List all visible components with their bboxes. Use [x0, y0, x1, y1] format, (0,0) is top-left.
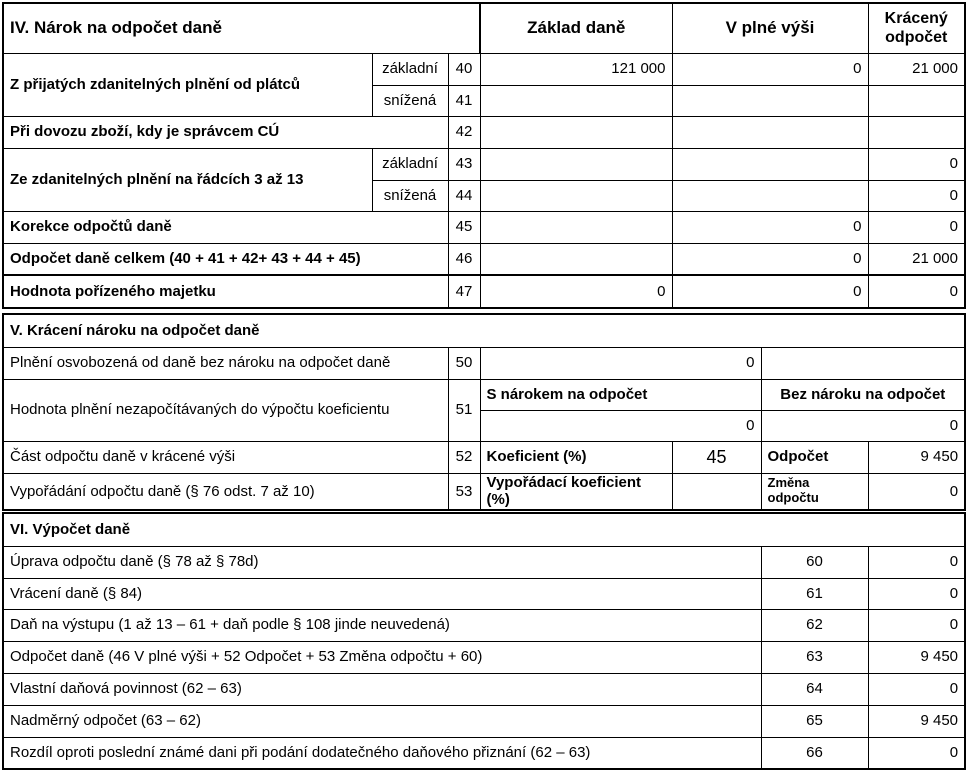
- row-40-kraceny[interactable]: 21 000: [868, 53, 965, 85]
- row-45-label: Korekce odpočtů daně: [3, 211, 448, 243]
- row-53-label: Vypořádání odpočtu daně (§ 76 odst. 7 až 10): [3, 473, 448, 510]
- row-51-bez-naroku-label: Bez nároku na odpočet: [761, 379, 965, 410]
- section-v-title: V. Krácení nároku na odpočet daně: [3, 314, 965, 347]
- row-66: [3, 737, 965, 769]
- row-46-plne[interactable]: 0: [672, 243, 868, 275]
- row-50: [3, 347, 965, 379]
- row-41-number: 41: [448, 85, 480, 116]
- row-63-number: 63: [761, 641, 868, 673]
- row-64-label: Vlastní daňová povinnost (62 – 63): [3, 673, 761, 705]
- row-43-plne[interactable]: [672, 148, 868, 180]
- row-53-vyp-label: Vypořádací koeficient (%): [480, 473, 672, 510]
- row-45-number: 45: [448, 211, 480, 243]
- row-64-value[interactable]: 0: [868, 673, 965, 705]
- row-40-plne[interactable]: 0: [672, 53, 868, 85]
- row-65: [3, 705, 965, 737]
- row-66-number: 66: [761, 737, 868, 769]
- col-header-kraceny-line1: Krácený: [884, 10, 948, 28]
- row-44-number: 44: [448, 180, 480, 211]
- row-43-kraceny[interactable]: 0: [868, 148, 965, 180]
- row-40-number: 40: [448, 53, 480, 85]
- row-44-kraceny[interactable]: 0: [868, 180, 965, 211]
- row-40-zaklad[interactable]: 121 000: [480, 53, 672, 85]
- row-41-sub: snížená: [372, 85, 448, 116]
- row-46-label: Odpočet daně celkem (40 + 41 + 42+ 43 + 44 + 45): [3, 243, 448, 275]
- row-44-plne[interactable]: [672, 180, 868, 211]
- section-vi-title: VI. Výpočet daně: [3, 513, 965, 546]
- row-47: [3, 275, 965, 308]
- row-43-number: 43: [448, 148, 480, 180]
- section-v-table: [2, 313, 966, 511]
- col-header-zaklad: Základ daně: [480, 3, 672, 53]
- section-iv-table: [2, 2, 966, 309]
- row-47-number: 47: [448, 275, 480, 308]
- row-66-label: Rozdíl oproti poslední známé dani při podání dodatečného daňového přiznání (62 – 63): [3, 737, 761, 769]
- row-44-zaklad[interactable]: [480, 180, 672, 211]
- row-52-koef-label: Koeficient (%): [480, 441, 672, 473]
- row-60: [3, 546, 965, 578]
- row-65-value[interactable]: 9 450: [868, 705, 965, 737]
- row-61-number: 61: [761, 578, 868, 609]
- row-46-number: 46: [448, 243, 480, 275]
- row-52-odpocet-label: Odpočet: [761, 441, 868, 473]
- row-52-number: 52: [448, 441, 480, 473]
- row-53-vyp-value[interactable]: [672, 473, 761, 510]
- row-40: [3, 53, 965, 85]
- row-60-label: Úprava odpočtu daně (§ 78 až § 78d): [3, 546, 761, 578]
- row-46-kraceny[interactable]: 21 000: [868, 243, 965, 275]
- row-53: [3, 473, 965, 510]
- row-62: [3, 609, 965, 641]
- row-51-s-narokem-label: S nárokem na odpočet: [480, 379, 761, 410]
- row-53-zmena-label-line1: Změna: [767, 475, 810, 491]
- row-43: [3, 148, 965, 180]
- row-45: [3, 211, 965, 243]
- row-43-label: Ze zdanitelných plnění na řádcích 3 až 13: [3, 148, 372, 211]
- row-51-s-narokem-value[interactable]: 0: [480, 410, 761, 441]
- row-43-zaklad[interactable]: [480, 148, 672, 180]
- row-52-koef-value[interactable]: 45: [672, 441, 761, 473]
- row-53-zmena-value[interactable]: 0: [868, 473, 965, 510]
- row-47-plne[interactable]: 0: [672, 275, 868, 308]
- row-41-kraceny[interactable]: [868, 85, 965, 116]
- row-65-label: Nadměrný odpočet (63 – 62): [3, 705, 761, 737]
- row-45-zaklad[interactable]: [480, 211, 672, 243]
- col-header-kraceny: [868, 3, 965, 53]
- row-50-number: 50: [448, 347, 480, 379]
- row-62-value[interactable]: 0: [868, 609, 965, 641]
- row-47-label: Hodnota pořízeného majetku: [3, 275, 448, 308]
- row-52-label: Část odpočtu daně v krácené výši: [3, 441, 448, 473]
- row-40-label: Z přijatých zdanitelných plnění od plátců: [3, 53, 372, 116]
- row-64: [3, 673, 965, 705]
- row-50-label: Plnění osvobozená od daně bez nároku na odpočet daně: [3, 347, 448, 379]
- row-53-zmena-label: [761, 473, 868, 510]
- row-40-sub: základní: [372, 53, 448, 85]
- row-51-label: Hodnota plnění nezapočítávaných do výpočtu koeficientu: [3, 379, 448, 441]
- row-42-zaklad[interactable]: [480, 116, 672, 148]
- row-41-plne[interactable]: [672, 85, 868, 116]
- row-51-bez-naroku-value[interactable]: 0: [761, 410, 965, 441]
- row-42-plne[interactable]: [672, 116, 868, 148]
- row-53-zmena-label-line2: odpočtu: [767, 490, 819, 506]
- row-45-kraceny[interactable]: 0: [868, 211, 965, 243]
- row-61: [3, 578, 965, 609]
- row-60-value[interactable]: 0: [868, 546, 965, 578]
- row-61-value[interactable]: 0: [868, 578, 965, 609]
- row-60-number: 60: [761, 546, 868, 578]
- row-62-number: 62: [761, 609, 868, 641]
- row-41-zaklad[interactable]: [480, 85, 672, 116]
- row-47-zaklad[interactable]: 0: [480, 275, 672, 308]
- row-51-number: 51: [448, 379, 480, 441]
- row-52-odpocet-value[interactable]: 9 450: [868, 441, 965, 473]
- col-header-kraceny-line2: odpočet: [885, 29, 948, 47]
- col-header-plne: V plné výši: [672, 3, 868, 53]
- row-63-value[interactable]: 9 450: [868, 641, 965, 673]
- row-64-number: 64: [761, 673, 868, 705]
- row-51: [3, 379, 965, 410]
- row-42-label: Při dovozu zboží, kdy je správcem CÚ: [3, 116, 448, 148]
- row-62-label: Daň na výstupu (1 až 13 – 61 + daň podle § 108 jinde neuvedená): [3, 609, 761, 641]
- row-52: [3, 441, 965, 473]
- section-iv-title: IV. Nárok na odpočet daně: [3, 3, 480, 53]
- row-46-zaklad[interactable]: [480, 243, 672, 275]
- row-45-plne[interactable]: 0: [672, 211, 868, 243]
- section-vi-table: [2, 512, 966, 770]
- row-50-empty: [761, 347, 965, 379]
- row-42-kraceny[interactable]: [868, 116, 965, 148]
- row-63-label: Odpočet daně (46 V plné výši + 52 Odpočet + 53 Změna odpočtu + 60): [3, 641, 761, 673]
- row-65-number: 65: [761, 705, 868, 737]
- row-42-number: 42: [448, 116, 480, 148]
- row-44-sub: snížená: [372, 180, 448, 211]
- row-43-sub: základní: [372, 148, 448, 180]
- row-46: [3, 243, 965, 275]
- row-47-kraceny[interactable]: 0: [868, 275, 965, 308]
- row-42: [3, 116, 965, 148]
- row-63: [3, 641, 965, 673]
- row-50-value[interactable]: 0: [480, 347, 761, 379]
- row-61-label: Vrácení daně (§ 84): [3, 578, 761, 609]
- row-53-number: 53: [448, 473, 480, 510]
- row-66-value[interactable]: 0: [868, 737, 965, 769]
